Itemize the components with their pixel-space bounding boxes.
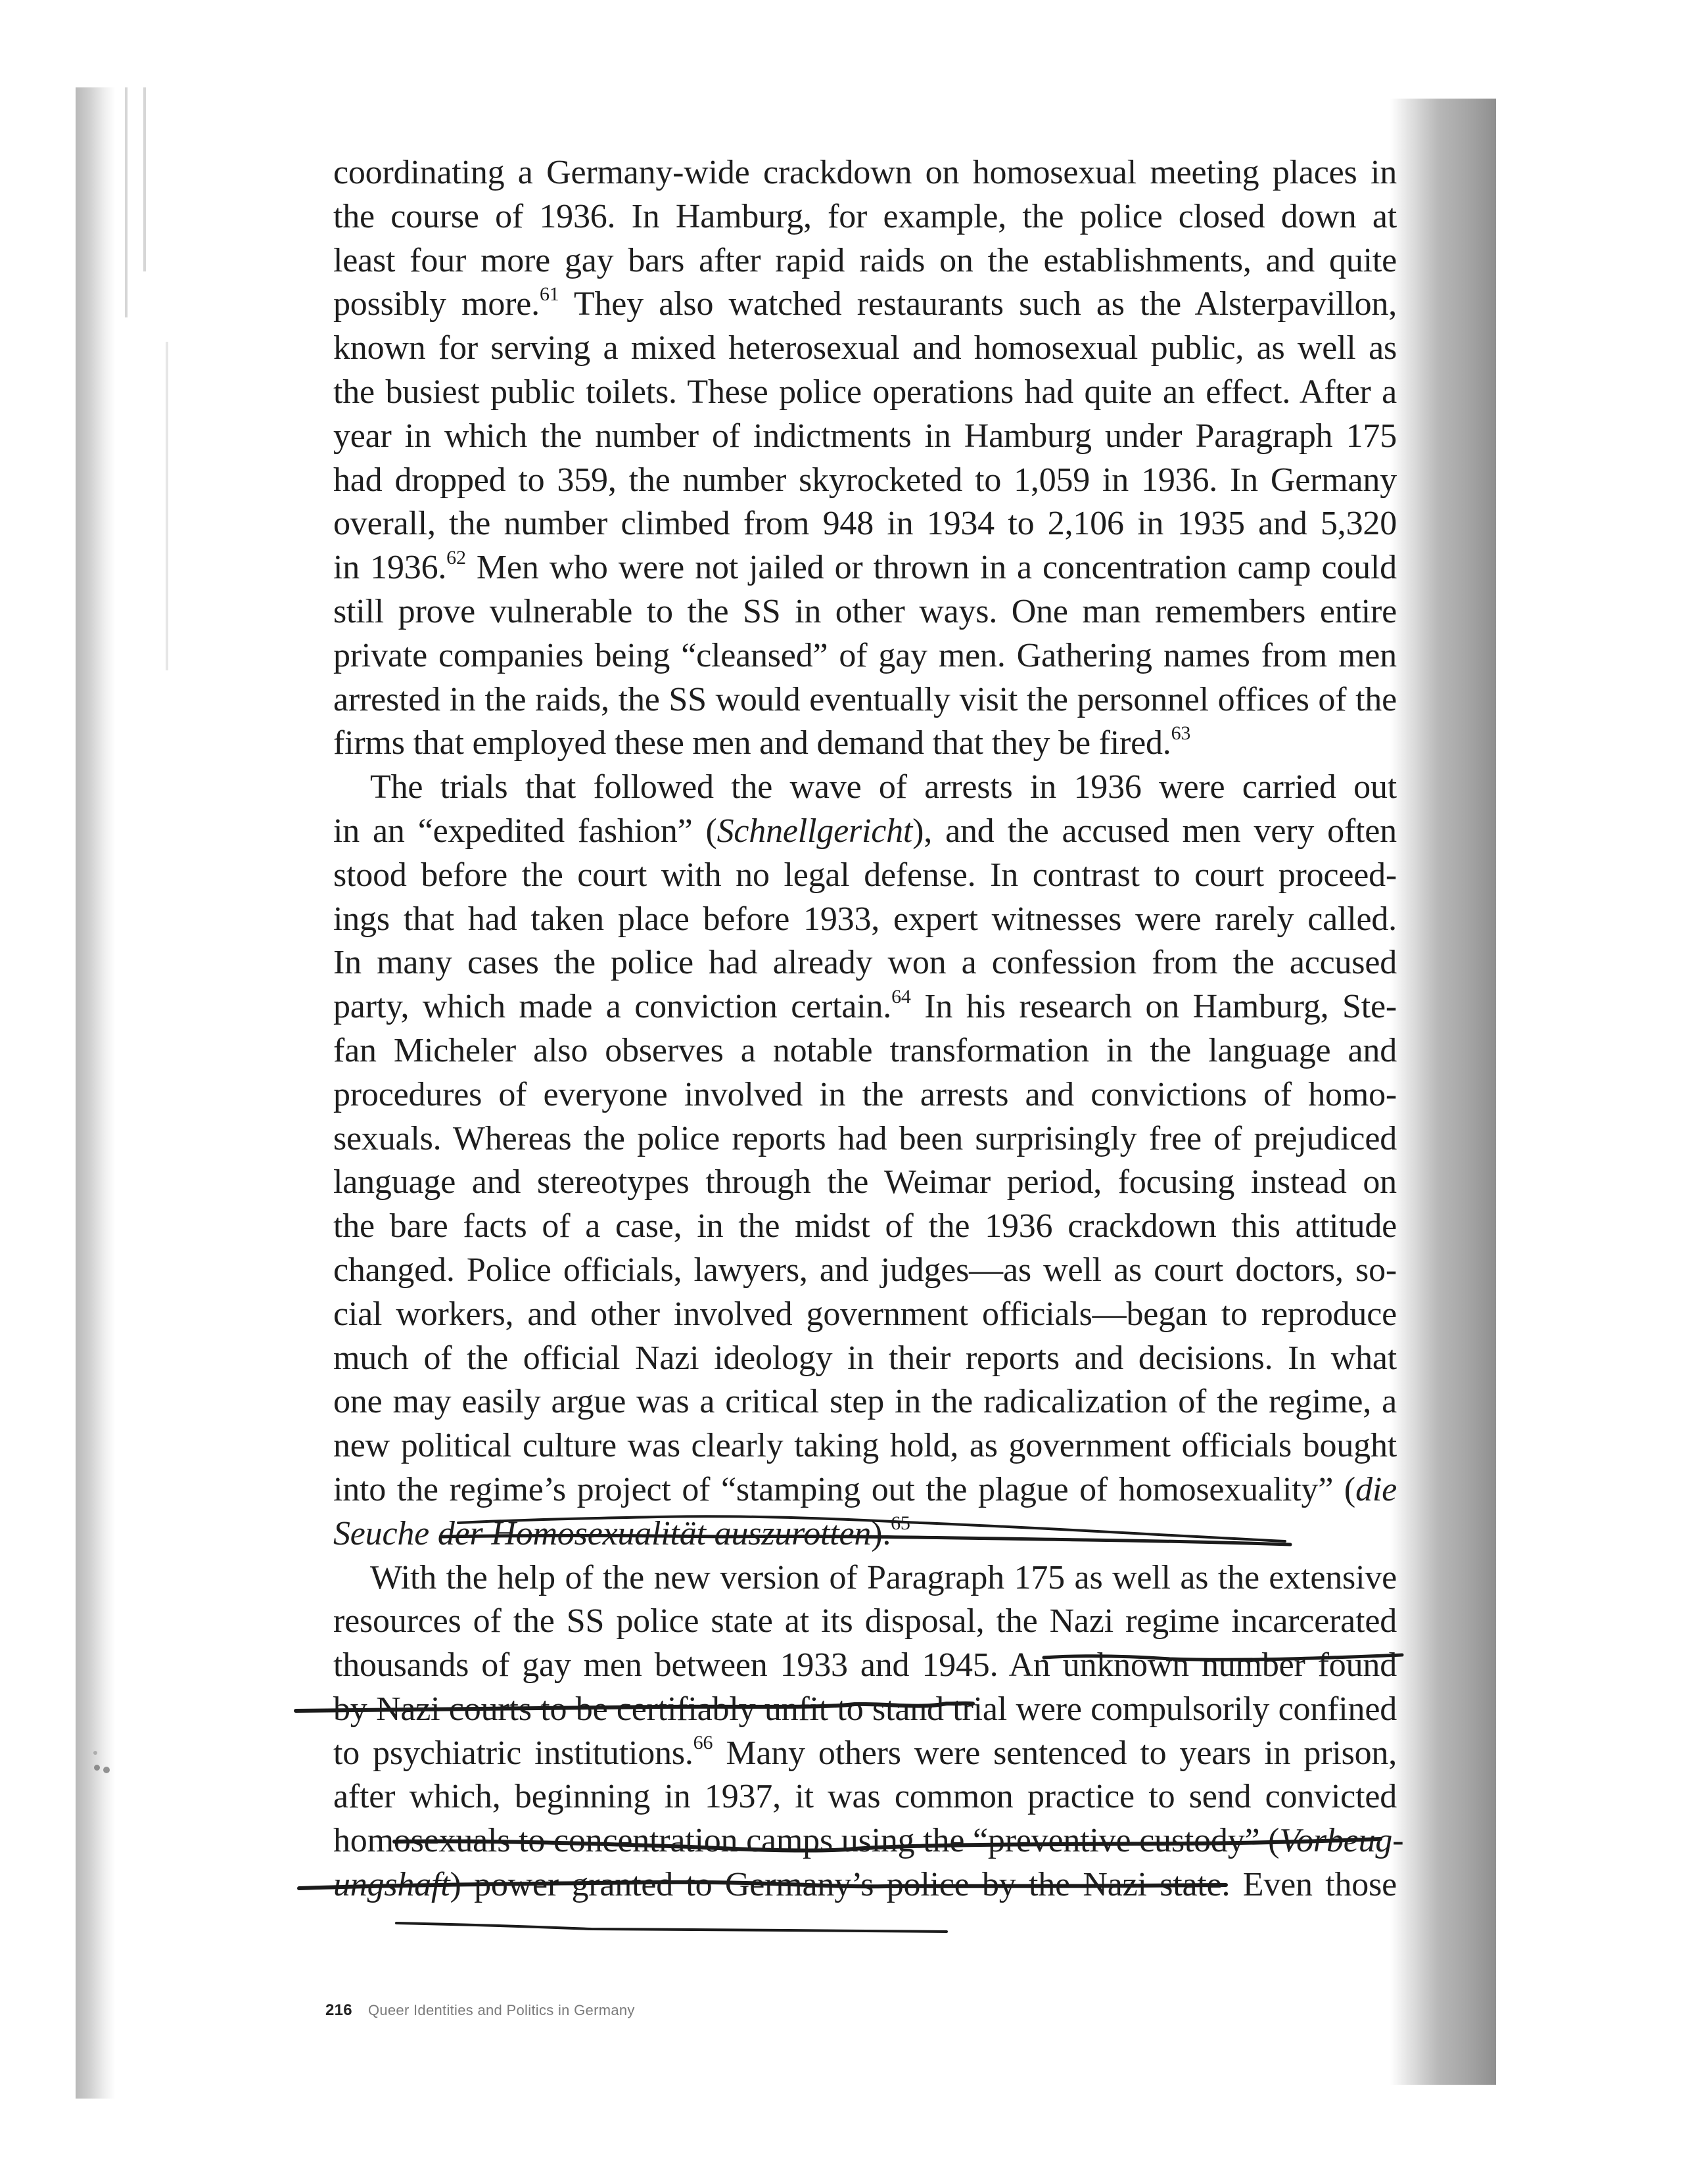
line-text: party, which made a conviction certain.	[333, 988, 892, 1026]
text-line	[333, 1600, 1397, 1644]
line-text: year in which the number of indictments in Hamburg under Paragraph 175	[333, 417, 1397, 455]
body-text	[333, 151, 1404, 1907]
line-text: fan Micheler also observes a notable transformation in the language and	[333, 1031, 1397, 1069]
line-text: into the regime’s project of “stamping out the plague of homosexuality” (	[333, 1470, 1356, 1508]
line-text: in 1936.	[333, 549, 447, 587]
text-line	[333, 327, 1397, 371]
text-line	[333, 766, 1397, 810]
line-text: the course of 1936. In Hamburg, for example, the police closed down at	[333, 197, 1397, 235]
line-text: cial workers, and other involved government officials—began to reproduce	[333, 1295, 1397, 1333]
text-line	[333, 1249, 1397, 1293]
line-text: after which, beginning in 1937, it was common practice to send convicted	[333, 1778, 1397, 1816]
footnote-ref: 64	[891, 985, 911, 1008]
line-text: much of the official Nazi ideology in their reports and decisions. In what	[333, 1339, 1397, 1377]
line-text: had dropped to 359, the number skyrocketed to 1,059 in 1936. In Germany	[333, 461, 1397, 499]
italic-term: ungshaft	[333, 1866, 450, 1904]
line-text: With the help of the new version of Paragraph 175 as well as the extensive	[370, 1558, 1397, 1596]
line-text: still prove vulnerable to the SS in other ways. One man remembers entire	[333, 592, 1397, 630]
text-line	[333, 1117, 1397, 1161]
text-line	[333, 590, 1397, 634]
text-line	[333, 1293, 1397, 1337]
text-line	[333, 722, 1397, 766]
running-title: Queer Identities and Politics in Germany	[367, 2002, 635, 2018]
text-line	[333, 151, 1397, 195]
ink-speck	[93, 1751, 97, 1755]
line-text: procedures of everyone involved in the arrests and convictions of homo-	[333, 1075, 1397, 1113]
text-line	[333, 1819, 1404, 1863]
text-line	[333, 810, 1397, 854]
underline-power-granted	[396, 1923, 947, 1932]
text-line	[333, 1644, 1397, 1688]
gutter-line	[143, 87, 146, 271]
italic-term: die	[1355, 1470, 1397, 1508]
line-text: firms that employed these men and demand that they be fired.	[333, 724, 1171, 762]
line-text: changed. Police officials, lawyers, and judges—as well as court doctors, so-	[333, 1251, 1397, 1289]
line-text: The trials that followed the wave of arrests in 1936 were carried out	[370, 768, 1397, 806]
line-text: language and stereotypes through the Weimar period, focusing instead on	[333, 1163, 1397, 1201]
line-text: the busiest public toilets. These police operations had quite an effect. After a	[333, 373, 1397, 411]
line-text: ), and the accused men very often	[912, 812, 1397, 850]
text-line	[333, 459, 1397, 503]
text-line	[333, 502, 1397, 546]
line-text: In many cases the police had already won a confession from the accused	[333, 944, 1397, 982]
page-edge-shadow	[1390, 99, 1496, 2085]
text-line	[333, 546, 1397, 590]
text-line	[333, 1029, 1397, 1073]
footnote-ref: 65	[891, 1512, 910, 1535]
line-text: homosexuals to concentration camps using the “preventive custody” (	[333, 1822, 1280, 1860]
text-line	[333, 415, 1397, 459]
line-text: In his research on Hamburg, Ste-	[910, 988, 1397, 1026]
line-text: Men who were not jailed or thrown in a concentration camp could	[465, 549, 1397, 587]
footnote-ref: 62	[446, 546, 466, 569]
text-line	[333, 1424, 1397, 1468]
text-line	[333, 1380, 1397, 1424]
line-text: ) power granted to Germany’s police by the Nazi state. Even those	[450, 1866, 1397, 1904]
line-text: one may easily argue was a critical step in the radicalization of the regime, a	[333, 1383, 1397, 1421]
line-text: the bare facts of a case, in the midst of the 1936 crackdown this attitude	[333, 1207, 1397, 1245]
italic-term: Seuche der Homosexualität auszurotten	[333, 1514, 872, 1552]
page-number: 216	[325, 2001, 352, 2019]
line-text: by Nazi courts to be certifiably unfit to stand trial were compulsorily confined	[333, 1690, 1397, 1728]
text-line	[333, 678, 1397, 722]
gutter-shadow	[76, 87, 115, 2099]
gutter-line	[166, 342, 168, 670]
line-text: They also watched restaurants such as the Alsterpavillon,	[559, 285, 1397, 323]
text-line	[333, 1556, 1397, 1600]
running-footer	[325, 2001, 635, 2020]
text-line	[333, 371, 1397, 415]
gutter-line	[125, 87, 128, 317]
line-text: Many others were sentenced to years in prison,	[713, 1734, 1397, 1772]
italic-term: Schnellgericht	[716, 812, 913, 850]
text-line	[333, 1863, 1397, 1907]
text-line	[333, 941, 1397, 985]
text-line	[333, 634, 1397, 678]
footnote-ref: 66	[693, 1732, 713, 1754]
text-line	[333, 1512, 1397, 1556]
text-line	[333, 985, 1397, 1029]
text-line	[333, 195, 1397, 239]
line-text: in an “expedited fashion” (	[333, 812, 717, 850]
ink-speck	[94, 1765, 100, 1771]
line-text: arrested in the raids, the SS would eventually visit the personnel offices of the	[333, 680, 1397, 718]
line-text: ).	[871, 1514, 891, 1552]
text-line	[333, 283, 1397, 327]
line-text: known for serving a mixed heterosexual and homosexual public, as well as	[333, 329, 1397, 367]
line-text: coordinating a Germany-wide crackdown on homosexual meeting places in	[333, 154, 1397, 191]
text-line	[333, 1161, 1397, 1205]
line-text: ings that had taken place before 1933, expert witnesses were rarely called.	[333, 900, 1397, 938]
text-line	[333, 898, 1397, 942]
line-text: possibly more.	[333, 285, 540, 323]
italic-term: Vorbeug-	[1279, 1822, 1404, 1860]
text-line	[333, 1688, 1397, 1732]
line-text: sexuals. Whereas the police reports had been surprisingly free of prejudiced	[333, 1119, 1397, 1157]
footnote-ref: 63	[1171, 722, 1191, 745]
line-text: least four more gay bars after rapid raids on the establishments, and quite	[333, 241, 1397, 279]
text-line	[333, 854, 1397, 898]
text-line	[333, 239, 1397, 283]
text-line	[333, 1775, 1397, 1819]
line-text: stood before the court with no legal defense. In contrast to court proceed-	[333, 856, 1397, 894]
line-text: overall, the number climbed from 948 in 1934 to 2,106 in 1935 and 5,320	[333, 505, 1397, 543]
text-line	[333, 1337, 1397, 1381]
ink-speck	[103, 1767, 110, 1773]
line-text: thousands of gay men between 1933 and 1945. An unknown number found	[333, 1646, 1397, 1684]
text-line	[333, 1468, 1397, 1512]
text-line	[333, 1205, 1397, 1249]
text-line	[333, 1073, 1397, 1117]
line-text: to psychiatric institutions.	[333, 1734, 693, 1772]
line-text: private companies being “cleansed” of gay men. Gathering names from men	[333, 636, 1397, 674]
line-text: new political culture was clearly taking hold, as government officials bought	[333, 1427, 1397, 1465]
text-line	[333, 1732, 1397, 1776]
footnote-ref: 61	[539, 283, 559, 306]
line-text: resources of the SS police state at its disposal, the Nazi regime incarcerated	[333, 1602, 1397, 1640]
